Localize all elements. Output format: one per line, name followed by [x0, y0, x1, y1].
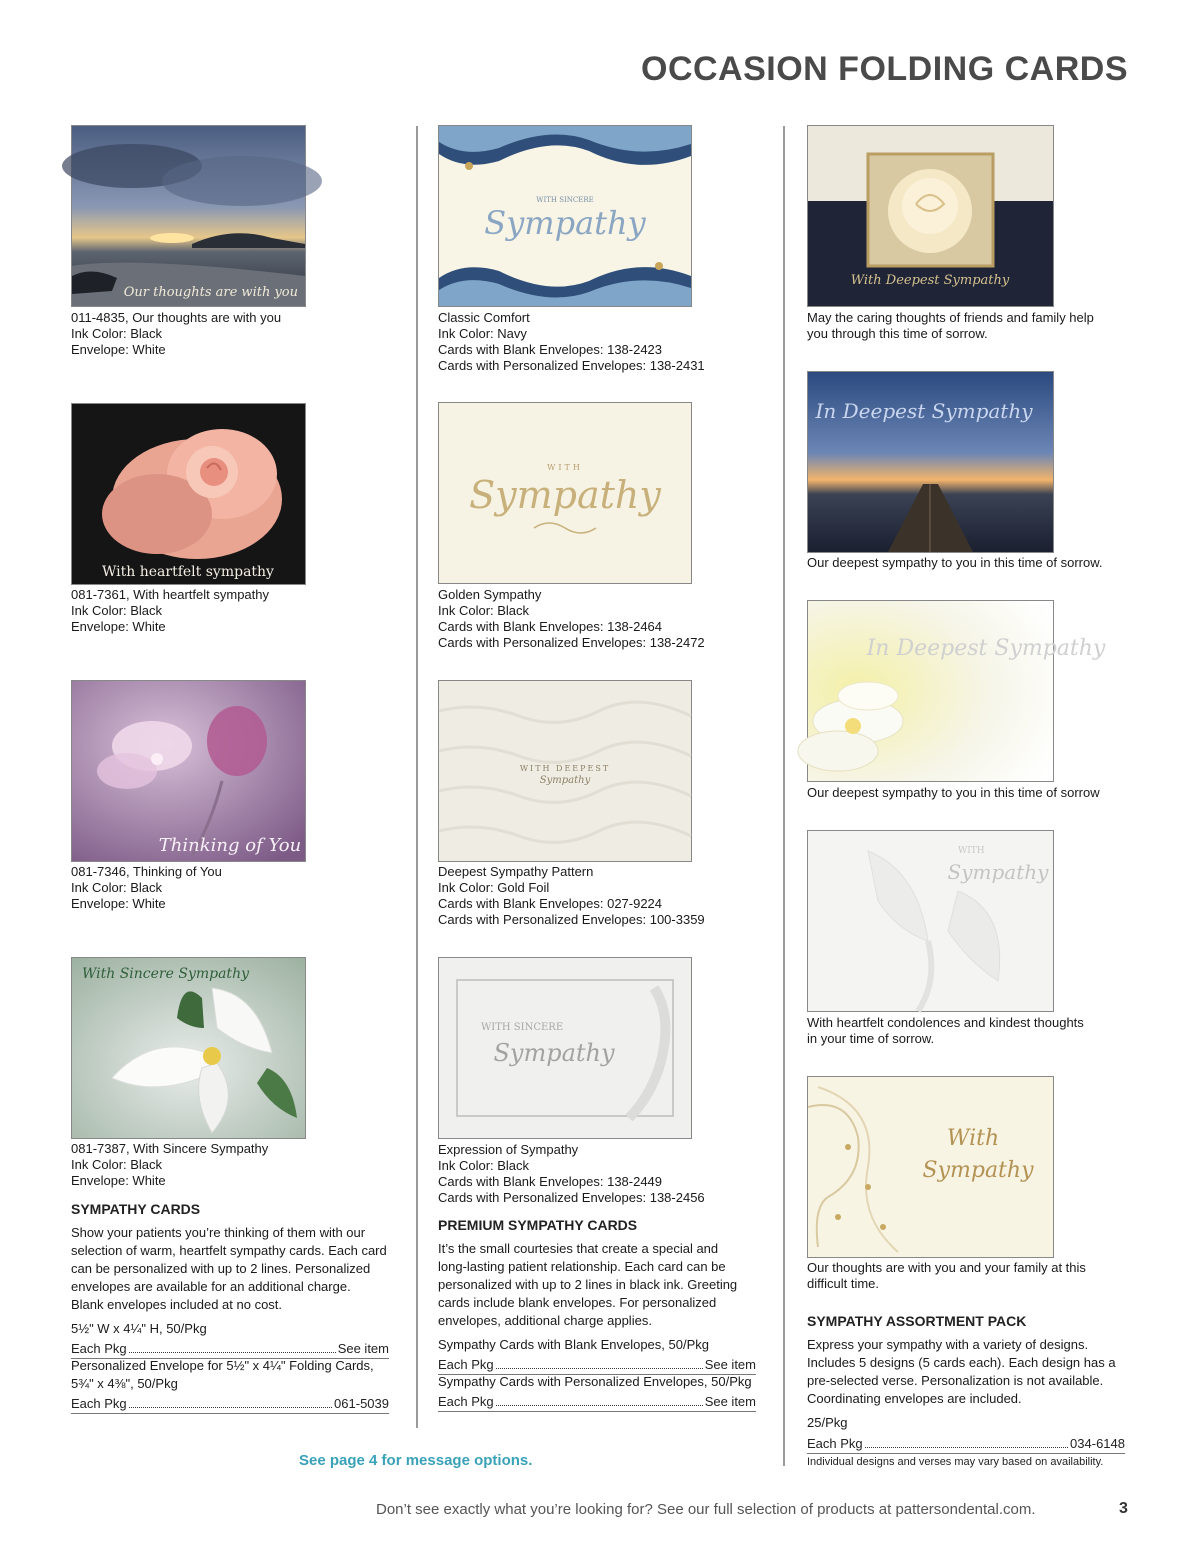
- card-caption: [807, 555, 1103, 571]
- card-blank-envelope: Cards with Blank Envelopes: 138-2449: [438, 1174, 663, 1189]
- card-image-golden-sympathy: [438, 402, 692, 584]
- product-item: Sympathy Cards with Blank Envelopes, 50/Pkg: [438, 1337, 709, 1352]
- card-image-text: Sympathy: [484, 204, 646, 242]
- description-line: Coordinating envelopes are included.: [807, 1391, 1022, 1406]
- card-image-calla-lily: [807, 830, 1054, 1012]
- description-line: cards include blank envelopes. For personalized: [438, 1295, 717, 1310]
- card-personalized-envelope: Cards with Personalized Envelopes: 138-2431: [438, 358, 705, 373]
- card-image-text: With Deepest Sympathy: [850, 273, 1010, 288]
- card-image-text: In Deepest Sympathy: [815, 399, 1033, 423]
- card-title: 081-7346, Thinking of You: [71, 864, 222, 879]
- card-blank-envelope: Cards with Blank Envelopes: 027-9224: [438, 896, 663, 911]
- card-image-small-text: WITH SINCERE: [536, 196, 594, 204]
- card-image-expression: [438, 957, 692, 1139]
- description-line: Blank envelopes included at no cost.: [71, 1297, 283, 1312]
- card-ink: Ink Color: Black: [438, 1158, 530, 1173]
- price-label: Each Pkg: [807, 1436, 863, 1451]
- card-image-text: In Deepest Sympathy: [866, 636, 1106, 661]
- section-heading-premium-sympathy: PREMIUM SYMPATHY CARDS: [438, 1217, 638, 1233]
- price-row: [438, 1394, 756, 1412]
- card-title: Classic Comfort: [438, 310, 530, 325]
- description-line: It’s the small courtesies that create a special and: [438, 1241, 719, 1256]
- envelope-line: 5¾" x 4⅜", 50/Pkg: [71, 1376, 178, 1391]
- card-image-small-text: WITH DEEPEST: [519, 764, 611, 773]
- card-image-text: Thinking of You: [158, 835, 302, 856]
- card-caption: [807, 1260, 1086, 1292]
- card-image-gold-scroll: [807, 1076, 1054, 1258]
- card-envelope: Envelope: White: [71, 342, 166, 357]
- card-verse: Our deepest sympathy to you in this time of sorrow: [807, 785, 1100, 800]
- description-line: long-lasting patient relationship. Each card can be: [438, 1259, 726, 1274]
- card-image-deepest-pattern: [438, 680, 692, 862]
- card-blank-envelope: Cards with Blank Envelopes: 138-2464: [438, 619, 663, 634]
- message-options-link[interactable]: See page 4 for message options.: [299, 1452, 533, 1469]
- card-verse: With heartfelt condolences and kindest thoughts: [807, 1015, 1084, 1030]
- description-line: Show your patients you’re thinking of them with our: [71, 1225, 366, 1240]
- product-item: Sympathy Cards with Personalized Envelopes, 50/Pkg: [438, 1374, 752, 1389]
- column-divider: [416, 126, 418, 1428]
- card-verse: Our thoughts are with you and your family at this: [807, 1260, 1086, 1275]
- card-image-deepest-rose: [807, 125, 1054, 307]
- price-label: Each Pkg: [438, 1394, 494, 1409]
- envelope-description: [71, 1357, 374, 1393]
- price-label: Each Pkg: [438, 1357, 494, 1372]
- card-image-small-text: WITH: [958, 846, 985, 856]
- card-personalized-envelope: Cards with Personalized Envelopes: 138-2472: [438, 635, 705, 650]
- card-image-sincere-sympathy: [71, 957, 306, 1139]
- card-image-thinking-of-you: [71, 680, 306, 862]
- card-image-text: Sympathy: [469, 473, 661, 517]
- card-title: Golden Sympathy: [438, 587, 542, 602]
- page-number: 3: [1119, 1500, 1128, 1517]
- card-personalized-envelope: Cards with Personalized Envelopes: 138-2456: [438, 1190, 705, 1205]
- card-image-text: Our thoughts are with you: [123, 285, 298, 300]
- card-image-text: Sympathy: [493, 1039, 615, 1067]
- card-ink: Ink Color: Black: [71, 880, 163, 895]
- card-envelope: Envelope: White: [71, 619, 166, 634]
- price-row: [807, 1436, 1125, 1454]
- envelope-line: Personalized Envelope for 5½" x 4¼" Folding Cards,: [71, 1358, 374, 1373]
- card-image-text: With Sincere Sympathy: [82, 966, 249, 982]
- section-heading-assortment-pack: SYMPATHY ASSORTMENT PACK: [807, 1313, 1027, 1329]
- section-heading-sympathy-cards: SYMPATHY CARDS: [71, 1201, 201, 1217]
- card-image-text: Sympathy: [922, 1158, 1034, 1183]
- card-caption: [438, 864, 705, 928]
- footer-text: Don’t see exactly what you’re looking for? See our full selection of products at pattersondental.com.: [376, 1501, 1036, 1518]
- card-verse: you through this time of sorrow.: [807, 326, 988, 341]
- card-image-pier-sunset: [807, 371, 1054, 553]
- card-caption: [71, 310, 281, 358]
- card-image-text: Sympathy: [947, 860, 1049, 884]
- card-title: Expression of Sympathy: [438, 1142, 579, 1157]
- card-title: 011-4835, Our thoughts are with you: [71, 310, 282, 325]
- card-image-heartfelt: [71, 403, 306, 585]
- card-ink: Ink Color: Black: [71, 326, 163, 341]
- section-description: [438, 1240, 737, 1330]
- card-envelope: Envelope: White: [71, 1173, 166, 1188]
- card-caption: [71, 1141, 268, 1189]
- description-line: envelopes, additional charge applies.: [438, 1313, 652, 1328]
- card-verse: May the caring thoughts of friends and family help: [807, 310, 1094, 325]
- description-line: personalized with up to 2 lines in black ink. Greeting: [438, 1277, 738, 1292]
- section-description: [71, 1224, 387, 1314]
- price-value: 061-5039: [334, 1396, 389, 1411]
- price-value: See item: [704, 1394, 756, 1409]
- price-label: Each Pkg: [71, 1341, 127, 1356]
- card-image-small-text: With: [946, 1126, 1000, 1151]
- card-caption: [71, 864, 222, 912]
- card-title: 081-7361, With heartfelt sympathy: [71, 587, 269, 602]
- card-ink: Ink Color: Navy: [438, 326, 527, 341]
- card-image-frangipani: [807, 600, 1106, 782]
- card-personalized-envelope: Cards with Personalized Envelopes: 100-3359: [438, 912, 705, 927]
- description-line: selection of warm, heartfelt sympathy cards. Each card: [71, 1243, 387, 1258]
- page-title: OCCASION FOLDING CARDS: [641, 50, 1128, 88]
- card-image-text: With heartfelt sympathy: [102, 564, 274, 580]
- price-row: [71, 1396, 389, 1414]
- card-caption: [807, 310, 1094, 342]
- description-line: can be personalized with up to 2 lines. Personalized: [71, 1261, 371, 1276]
- price-value: See item: [704, 1357, 756, 1372]
- card-caption: [807, 785, 1100, 801]
- description-line: envelopes are available for an additional charge.: [71, 1279, 351, 1294]
- card-image-our-thoughts: [71, 125, 306, 307]
- card-caption: [807, 1015, 1084, 1047]
- card-ink: Ink Color: Black: [438, 603, 530, 618]
- price-label: Each Pkg: [71, 1396, 127, 1411]
- card-image-small-text: WITH: [547, 463, 583, 472]
- column-divider: [783, 126, 785, 1466]
- product-size: 5½" W x 4¼" H, 50/Pkg: [71, 1321, 207, 1336]
- card-title: 081-7387, With Sincere Sympathy: [71, 1141, 269, 1156]
- card-verse: Our deepest sympathy to you in this time of sorrow.: [807, 555, 1103, 570]
- description-line: Express your sympathy with a variety of designs.: [807, 1337, 1089, 1352]
- price-value: 034-6148: [1070, 1436, 1125, 1451]
- card-caption: [438, 310, 705, 374]
- section-description: [807, 1336, 1116, 1408]
- card-caption: [438, 587, 705, 651]
- card-caption: [71, 587, 269, 635]
- description-line: pre-selected verse. Personalization is not available.: [807, 1373, 1104, 1388]
- card-envelope: Envelope: White: [71, 896, 166, 911]
- card-verse: difficult time.: [807, 1276, 880, 1291]
- card-verse: in your time of sorrow.: [807, 1031, 935, 1046]
- card-blank-envelope: Cards with Blank Envelopes: 138-2423: [438, 342, 663, 357]
- card-caption: [438, 1142, 705, 1206]
- card-ink: Ink Color: Black: [71, 603, 163, 618]
- availability-note: Individual designs and verses may vary based on availability.: [807, 1456, 1104, 1468]
- card-image-small-text: WITH SINCERE: [481, 1022, 564, 1033]
- product-size: 25/Pkg: [807, 1415, 848, 1430]
- card-ink: Ink Color: Gold Foil: [438, 880, 550, 895]
- card-image-text: Sympathy: [539, 775, 591, 786]
- card-ink: Ink Color: Black: [71, 1157, 163, 1172]
- description-line: Includes 5 designs (5 cards each). Each design has a: [807, 1355, 1116, 1370]
- price-value: See item: [337, 1341, 389, 1356]
- card-image-classic-comfort: [438, 125, 692, 307]
- card-title: Deepest Sympathy Pattern: [438, 864, 594, 879]
